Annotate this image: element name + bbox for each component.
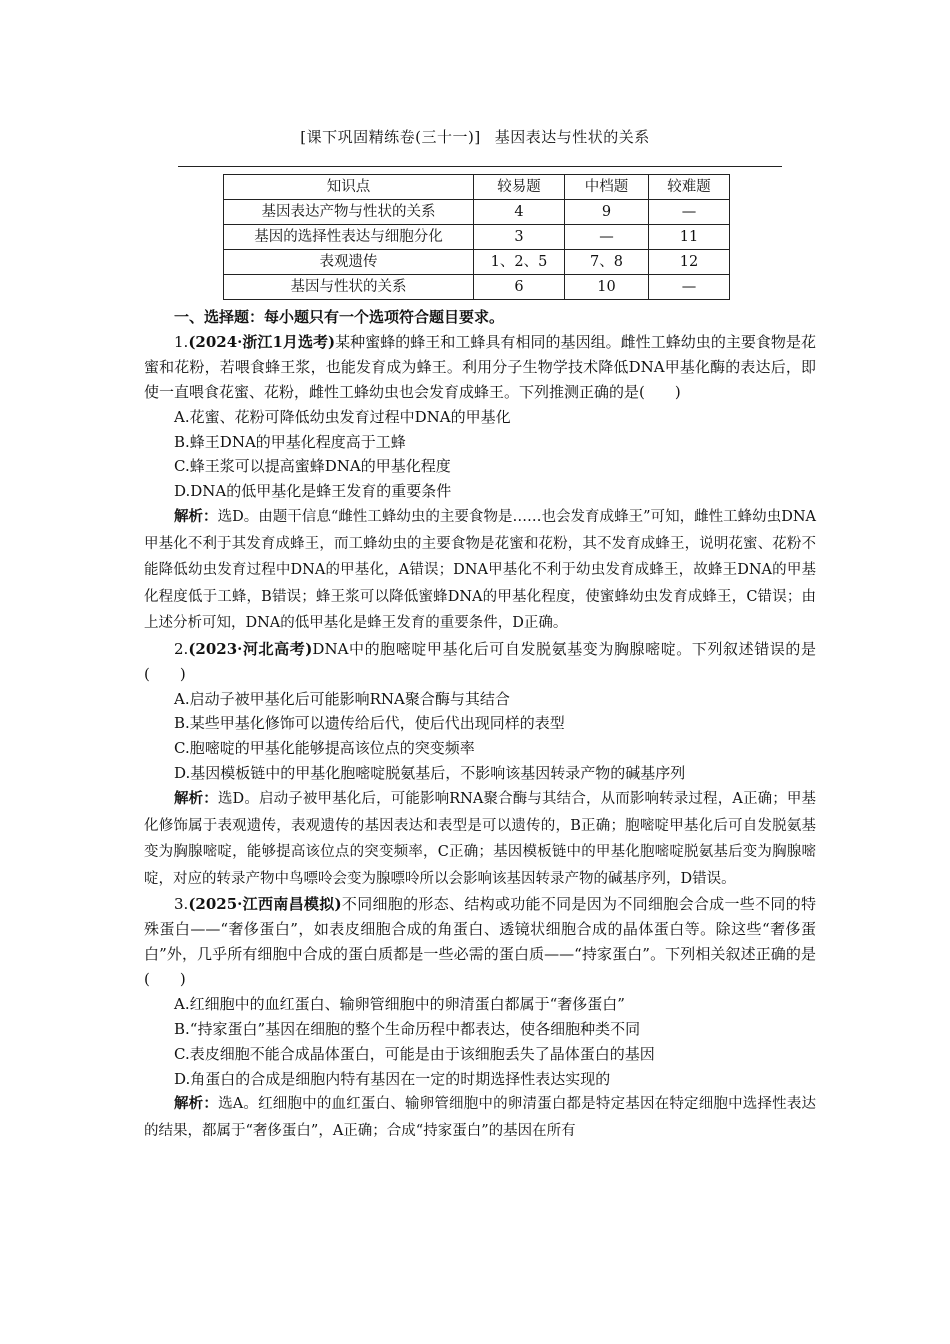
table-cell: 9	[565, 200, 649, 225]
table-cell: 1、2、5	[474, 250, 565, 275]
question-number: 2.	[174, 639, 189, 658]
analysis-label: 解析：	[174, 1095, 219, 1113]
table-cell: 基因的选择性表达与细胞分化	[224, 225, 474, 250]
analysis-text: 选A。红细胞中的血红蛋白、输卵管细胞中的卵清蛋白都是特定基因在特定细胞中选择性表达的结果，都属于“奢侈蛋白”，A正确；合成“持家蛋白”的基因在所有	[144, 1096, 817, 1139]
question-stem	[144, 892, 816, 992]
header-cell: 较难题	[649, 175, 730, 200]
analysis-text: 选D。由题干信息“雌性工蜂幼虫的主要食物是……也会发育成蜂王”可知，雌性工蜂幼虫DNA甲基化不利于其发育成蜂王，而工蜂幼虫的主要食物是花蜜和花粉，其不发育成蜂王，说明花蜜、花粉不能降低幼虫发育过程中DNA的甲基化，A错误；DNA甲基化不利于幼虫发育成蜂王，故蜂王DNA的甲基化程度低于工蜂，B错误；蜂王浆可以降低蜜蜂DNA的甲基化程度，使蜜蜂幼虫发育成蜂王，C错误；由上述分析可知，DNA的低甲基化是蜂王发育的重要条件，D正确。	[144, 509, 817, 632]
question-stem	[144, 637, 816, 687]
option-a: A.启动子被甲基化后可能影响RNA聚合酶与其结合	[174, 689, 510, 708]
header-cell: 较易题	[474, 175, 565, 200]
option-c: C.蜂王浆可以提高蜜蜂DNA的甲基化程度	[174, 457, 451, 476]
option-d: D.DNA的低甲基化是蜂王发育的重要条件	[174, 482, 452, 501]
header-cell: 知识点	[224, 175, 474, 200]
table-row	[224, 200, 730, 225]
table-header-row	[224, 175, 730, 200]
question-number: 3.	[174, 895, 189, 914]
knowledge-table	[223, 174, 730, 300]
worksheet-topic: 基因表达与性状的关系	[494, 128, 650, 146]
analysis	[144, 504, 816, 637]
analysis	[144, 786, 816, 892]
table-cell: 12	[649, 250, 730, 275]
table-cell: —	[649, 200, 730, 225]
title-divider	[178, 166, 782, 167]
table-row	[224, 250, 730, 275]
question-content	[144, 305, 816, 1144]
header-cell: 中档题	[565, 175, 649, 200]
question-stem	[144, 330, 816, 405]
analysis-label: 解析：	[174, 508, 218, 526]
option-c: C.表皮细胞不能合成晶体蛋白，可能是由于该细胞丢失了晶体蛋白的基因	[174, 1044, 655, 1063]
table-row	[224, 225, 730, 250]
question-number: 1.	[174, 332, 189, 351]
table-cell: —	[649, 275, 730, 300]
table-cell: 表观遗传	[224, 250, 474, 275]
option-c: C.胞嘧啶的甲基化能够提高该位点的突变频率	[174, 739, 475, 758]
table-row	[224, 275, 730, 300]
table-cell: 3	[474, 225, 565, 250]
option-b: B.某些甲基化修饰可以遗传给后代，使后代出现同样的表型	[174, 714, 565, 733]
analysis	[144, 1091, 816, 1144]
question-text: DNA中的胞嘧啶甲基化后可自发脱氨基变为胸腺嘧啶。下列叙述错误的是( )	[144, 639, 816, 683]
table-cell: 基因与性状的关系	[224, 275, 474, 300]
table-cell: 4	[474, 200, 565, 225]
table-cell: 10	[565, 275, 649, 300]
table-cell: —	[565, 225, 649, 250]
question-source: (2023·河北高考)	[188, 639, 313, 658]
analysis-label: 解析：	[174, 790, 218, 808]
option-b: B.“持家蛋白”基因在细胞的整个生命历程中都表达，使各细胞种类不同	[174, 1019, 641, 1038]
page-title	[0, 126, 950, 147]
section-heading: 一、选择题：每小题只有一个选项符合题目要求。	[174, 308, 505, 326]
analysis-text: 选D。启动子被甲基化后，可能影响RNA聚合酶与其结合，从而影响转录过程，A正确；甲基化修饰属于表观遗传，表观遗传的基因表达和表型是可以遗传的，B正确；胞嘧啶甲基化后可自发脱氨基变为胸腺嘧啶，能够提高该位点的突变频率，C正确；基因模板链中的甲基化胞嘧啶脱氨基后变为胸腺嘧啶，对应的转录产物中鸟嘌呤会变为腺嘌呤所以会影响该基因转录产物的碱基序列，D错误。	[144, 791, 817, 887]
table-cell: 11	[649, 225, 730, 250]
option-a: A.红细胞中的血红蛋白、输卵管细胞中的卵清蛋白都属于“奢侈蛋白”	[174, 994, 625, 1013]
table-cell: 7、8	[565, 250, 649, 275]
question-source: (2025·江西南昌模拟)	[188, 895, 342, 914]
option-d: D.角蛋白的合成是细胞内特有基因在一定的时期选择性表达实现的	[174, 1069, 611, 1088]
question-text: 某种蜜蜂的蜂王和工蜂具有相同的基因组。雌性工蜂幼虫的主要食物是花蜜和花粉，若喂食蜂王浆，也能发育成为蜂王。利用分子生物学技术降低DNA甲基化酶的表达后，即使一直喂食花蜜、花粉，雌性工蜂幼虫也会发育成蜂王。下列推测正确的是( )	[144, 332, 816, 401]
question-source: (2024·浙江1月选考)	[188, 332, 336, 351]
option-b: B.蜂王DNA的甲基化程度高于工蜂	[174, 432, 406, 451]
table-cell: 6	[474, 275, 565, 300]
question-text: 不同细胞的形态、结构或功能不同是因为不同细胞会合成一些不同的特殊蛋白——“奢侈蛋白”，如表皮细胞合成的角蛋白、透镜状细胞合成的晶体蛋白等。除这些“奢侈蛋白”外，几乎所有细胞中合成的蛋白质都是一些必需的蛋白质——“持家蛋白”。下列相关叙述正确的是( )	[144, 895, 816, 988]
option-d: D.基因模板链中的甲基化胞嘧啶脱氨基后，不影响该基因转录产物的碱基序列	[174, 764, 686, 783]
table-cell: 基因表达产物与性状的关系	[224, 200, 474, 225]
worksheet-series: [课下巩固精练卷(三十一)]	[300, 128, 481, 146]
option-a: A.花蜜、花粉可降低幼虫发育过程中DNA的甲基化	[174, 407, 511, 426]
